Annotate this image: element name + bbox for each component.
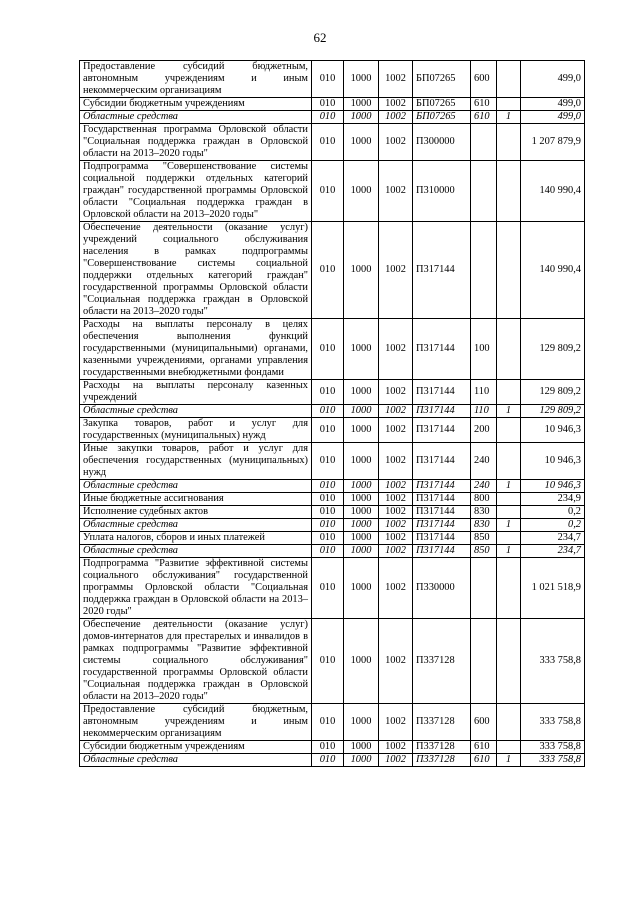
page-number: 62 — [313, 30, 327, 45]
subsection-code-cell: 1002 — [379, 519, 413, 532]
funding-source-cell — [497, 443, 521, 480]
funding-source-cell — [497, 558, 521, 619]
target-article-cell: П317144 — [413, 493, 471, 506]
subsection-code-cell: 1002 — [379, 493, 413, 506]
funding-source-cell — [497, 619, 521, 704]
amount-cell: 129 809,2 — [521, 405, 585, 418]
expense-type-cell: 830 — [471, 506, 497, 519]
funding-source-cell — [497, 222, 521, 319]
admin-code-cell: 010 — [312, 704, 344, 741]
admin-code-cell: 010 — [312, 545, 344, 558]
target-article-cell: П317144 — [413, 545, 471, 558]
funding-source-cell — [497, 532, 521, 545]
table-row — [80, 545, 585, 558]
expense-type-cell — [471, 124, 497, 161]
admin-code-cell: 010 — [312, 222, 344, 319]
expense-name-cell: Расходы на выплаты персоналу в целях обеспечения выполнения функций государственными (муниципальными) органами, казенными учреждениями, органами управления государственными внебюджетными фондами — [80, 319, 312, 380]
section-code-cell: 1000 — [344, 98, 379, 111]
table-row — [80, 506, 585, 519]
amount-cell: 333 758,8 — [521, 619, 585, 704]
table-row — [80, 558, 585, 619]
subsection-code-cell: 1002 — [379, 319, 413, 380]
admin-code-cell: 010 — [312, 161, 344, 222]
section-code-cell: 1000 — [344, 405, 379, 418]
target-article-cell: П317144 — [413, 443, 471, 480]
table-row — [80, 61, 585, 98]
table-row — [80, 222, 585, 319]
funding-source-cell — [497, 380, 521, 405]
amount-cell: 234,7 — [521, 532, 585, 545]
section-code-cell: 1000 — [344, 319, 379, 380]
funding-source-cell — [497, 506, 521, 519]
expense-name-cell: Иные закупки товаров, работ и услуг для обеспечения государственных (муниципальных) нужд — [80, 443, 312, 480]
subsection-code-cell: 1002 — [379, 405, 413, 418]
table-row — [80, 124, 585, 161]
subsection-code-cell: 1002 — [379, 480, 413, 493]
admin-code-cell: 010 — [312, 558, 344, 619]
funding-source-cell — [497, 98, 521, 111]
subsection-code-cell: 1002 — [379, 161, 413, 222]
funding-source-cell — [497, 418, 521, 443]
admin-code-cell: 010 — [312, 319, 344, 380]
section-code-cell: 1000 — [344, 61, 379, 98]
expense-type-cell — [471, 222, 497, 319]
expense-name-cell: Обеспечение деятельности (оказание услуг) учреждений социального обслуживания населения в рамках подпрограммы "Совершенствование системы социальной поддержки отдельных категорий граждан" государственной программы Орловской области "Социальная поддержка граждан в Орловской области на 2013–2020 годы" — [80, 222, 312, 319]
table-row — [80, 493, 585, 506]
amount-cell: 1 207 879,9 — [521, 124, 585, 161]
section-code-cell: 1000 — [344, 704, 379, 741]
target-article-cell: БП07265 — [413, 98, 471, 111]
expense-name-cell: Субсидии бюджетным учреждениям — [80, 741, 312, 754]
subsection-code-cell: 1002 — [379, 111, 413, 124]
amount-cell: 333 758,8 — [521, 754, 585, 767]
section-code-cell: 1000 — [344, 418, 379, 443]
target-article-cell: П337128 — [413, 619, 471, 704]
admin-code-cell: 010 — [312, 380, 344, 405]
amount-cell: 140 990,4 — [521, 161, 585, 222]
expense-name-cell: Областные средства — [80, 480, 312, 493]
expense-type-cell: 240 — [471, 480, 497, 493]
expense-type-cell: 110 — [471, 380, 497, 405]
expense-type-cell: 110 — [471, 405, 497, 418]
section-code-cell: 1000 — [344, 619, 379, 704]
expense-name-cell: Областные средства — [80, 111, 312, 124]
admin-code-cell: 010 — [312, 519, 344, 532]
funding-source-cell: 1 — [497, 405, 521, 418]
target-article-cell: П317144 — [413, 480, 471, 493]
subsection-code-cell: 1002 — [379, 619, 413, 704]
funding-source-cell — [497, 741, 521, 754]
admin-code-cell: 010 — [312, 418, 344, 443]
expense-name-cell: Областные средства — [80, 519, 312, 532]
funding-source-cell: 1 — [497, 111, 521, 124]
target-article-cell: П337128 — [413, 741, 471, 754]
target-article-cell: П337128 — [413, 704, 471, 741]
target-article-cell: БП07265 — [413, 111, 471, 124]
section-code-cell: 1000 — [344, 519, 379, 532]
expense-name-cell: Иные бюджетные ассигнования — [80, 493, 312, 506]
amount-cell: 499,0 — [521, 61, 585, 98]
expense-name-cell: Обеспечение деятельности (оказание услуг) домов-интернатов для престарелых и инвалидов в рамках подпрограммы "Развитие эффективной системы социального обслуживания" государственной программы Орловской области "Социальная поддержка граждан в Орловской области на 2013–2020 годы" — [80, 619, 312, 704]
subsection-code-cell: 1002 — [379, 418, 413, 443]
expense-name-cell: Уплата налогов, сборов и иных платежей — [80, 532, 312, 545]
table-row — [80, 380, 585, 405]
section-code-cell: 1000 — [344, 480, 379, 493]
funding-source-cell: 1 — [497, 480, 521, 493]
section-code-cell: 1000 — [344, 558, 379, 619]
amount-cell: 10 946,3 — [521, 480, 585, 493]
expense-type-cell: 600 — [471, 61, 497, 98]
subsection-code-cell: 1002 — [379, 558, 413, 619]
section-code-cell: 1000 — [344, 506, 379, 519]
expense-name-cell: Субсидии бюджетным учреждениям — [80, 98, 312, 111]
table-row — [80, 319, 585, 380]
target-article-cell: П310000 — [413, 161, 471, 222]
expense-type-cell: 800 — [471, 493, 497, 506]
expense-name-cell: Закупка товаров, работ и услуг для государственных (муниципальных) нужд — [80, 418, 312, 443]
section-code-cell: 1000 — [344, 754, 379, 767]
admin-code-cell: 010 — [312, 754, 344, 767]
amount-cell: 140 990,4 — [521, 222, 585, 319]
section-code-cell: 1000 — [344, 222, 379, 319]
expense-type-cell: 100 — [471, 319, 497, 380]
table-row — [80, 161, 585, 222]
budget-table — [79, 60, 585, 767]
target-article-cell: П317144 — [413, 319, 471, 380]
funding-source-cell — [497, 493, 521, 506]
admin-code-cell: 010 — [312, 405, 344, 418]
amount-cell: 0,2 — [521, 519, 585, 532]
subsection-code-cell: 1002 — [379, 704, 413, 741]
section-code-cell: 1000 — [344, 111, 379, 124]
funding-source-cell: 1 — [497, 545, 521, 558]
target-article-cell: П317144 — [413, 418, 471, 443]
target-article-cell: П317144 — [413, 519, 471, 532]
section-code-cell: 1000 — [344, 741, 379, 754]
target-article-cell: БП07265 — [413, 61, 471, 98]
subsection-code-cell: 1002 — [379, 222, 413, 319]
amount-cell: 1 021 518,9 — [521, 558, 585, 619]
table-row — [80, 98, 585, 111]
expense-name-cell: Областные средства — [80, 405, 312, 418]
admin-code-cell: 010 — [312, 619, 344, 704]
table-body — [80, 61, 585, 767]
amount-cell: 333 758,8 — [521, 741, 585, 754]
subsection-code-cell: 1002 — [379, 98, 413, 111]
expense-type-cell: 610 — [471, 111, 497, 124]
funding-source-cell — [497, 61, 521, 98]
funding-source-cell — [497, 704, 521, 741]
expense-name-cell: Областные средства — [80, 754, 312, 767]
target-article-cell: П337128 — [413, 754, 471, 767]
expense-type-cell: 610 — [471, 754, 497, 767]
target-article-cell: П317144 — [413, 506, 471, 519]
subsection-code-cell: 1002 — [379, 443, 413, 480]
section-code-cell: 1000 — [344, 161, 379, 222]
admin-code-cell: 010 — [312, 506, 344, 519]
expense-name-cell: Подпрограмма "Совершенствование системы социальной поддержки отдельных категорий граждан" государственной программы Орловской области "Социальная поддержка граждан в Орловской области на 2013–2020 годы" — [80, 161, 312, 222]
expense-type-cell: 850 — [471, 545, 497, 558]
subsection-code-cell: 1002 — [379, 532, 413, 545]
admin-code-cell: 010 — [312, 443, 344, 480]
admin-code-cell: 010 — [312, 111, 344, 124]
funding-source-cell — [497, 124, 521, 161]
section-code-cell: 1000 — [344, 545, 379, 558]
table-row — [80, 443, 585, 480]
section-code-cell: 1000 — [344, 124, 379, 161]
amount-cell: 234,9 — [521, 493, 585, 506]
target-article-cell: П317144 — [413, 380, 471, 405]
expense-type-cell: 610 — [471, 741, 497, 754]
expense-name-cell: Предоставление субсидий бюджетным, автономным учреждениям и иным некоммерческим организациям — [80, 704, 312, 741]
expense-type-cell: 240 — [471, 443, 497, 480]
expense-type-cell: 610 — [471, 98, 497, 111]
table-row — [80, 418, 585, 443]
table-row — [80, 619, 585, 704]
subsection-code-cell: 1002 — [379, 741, 413, 754]
subsection-code-cell: 1002 — [379, 754, 413, 767]
expense-type-cell: 850 — [471, 532, 497, 545]
target-article-cell: П317144 — [413, 222, 471, 319]
amount-cell: 499,0 — [521, 111, 585, 124]
table-row — [80, 532, 585, 545]
expense-name-cell: Расходы на выплаты персоналу казенных учреждений — [80, 380, 312, 405]
expense-type-cell: 200 — [471, 418, 497, 443]
admin-code-cell: 010 — [312, 741, 344, 754]
target-article-cell: П300000 — [413, 124, 471, 161]
amount-cell: 129 809,2 — [521, 319, 585, 380]
admin-code-cell: 010 — [312, 532, 344, 545]
amount-cell: 499,0 — [521, 98, 585, 111]
target-article-cell: П317144 — [413, 532, 471, 545]
table-row — [80, 754, 585, 767]
amount-cell: 234,7 — [521, 545, 585, 558]
admin-code-cell: 010 — [312, 480, 344, 493]
expense-type-cell — [471, 558, 497, 619]
table-row — [80, 519, 585, 532]
expense-name-cell: Государственная программа Орловской области "Социальная поддержка граждан в Орловской области на 2013–2020 годы" — [80, 124, 312, 161]
table-row — [80, 111, 585, 124]
expense-name-cell: Исполнение судебных актов — [80, 506, 312, 519]
table-row — [80, 405, 585, 418]
expense-type-cell: 600 — [471, 704, 497, 741]
expense-name-cell: Областные средства — [80, 545, 312, 558]
amount-cell: 333 758,8 — [521, 704, 585, 741]
subsection-code-cell: 1002 — [379, 506, 413, 519]
expense-type-cell: 830 — [471, 519, 497, 532]
admin-code-cell: 010 — [312, 493, 344, 506]
amount-cell: 10 946,3 — [521, 443, 585, 480]
admin-code-cell: 010 — [312, 61, 344, 98]
section-code-cell: 1000 — [344, 443, 379, 480]
section-code-cell: 1000 — [344, 493, 379, 506]
subsection-code-cell: 1002 — [379, 124, 413, 161]
funding-source-cell — [497, 161, 521, 222]
target-article-cell: П317144 — [413, 405, 471, 418]
admin-code-cell: 010 — [312, 98, 344, 111]
expense-name-cell: Подпрограмма "Развитие эффективной системы социального обслуживания" государственной программы Орловской области "Социальная поддержка граждан в Орловской области на 2013–2020 годы" — [80, 558, 312, 619]
section-code-cell: 1000 — [344, 380, 379, 405]
table-row — [80, 480, 585, 493]
target-article-cell: П330000 — [413, 558, 471, 619]
subsection-code-cell: 1002 — [379, 545, 413, 558]
funding-source-cell: 1 — [497, 519, 521, 532]
table-row — [80, 704, 585, 741]
funding-source-cell — [497, 319, 521, 380]
expense-type-cell — [471, 161, 497, 222]
expense-name-cell: Предоставление субсидий бюджетным, автономным учреждениям и иным некоммерческим организациям — [80, 61, 312, 98]
subsection-code-cell: 1002 — [379, 61, 413, 98]
admin-code-cell: 010 — [312, 124, 344, 161]
amount-cell: 0,2 — [521, 506, 585, 519]
funding-source-cell: 1 — [497, 754, 521, 767]
expense-type-cell — [471, 619, 497, 704]
section-code-cell: 1000 — [344, 532, 379, 545]
subsection-code-cell: 1002 — [379, 380, 413, 405]
amount-cell: 10 946,3 — [521, 418, 585, 443]
table-row — [80, 741, 585, 754]
amount-cell: 129 809,2 — [521, 380, 585, 405]
